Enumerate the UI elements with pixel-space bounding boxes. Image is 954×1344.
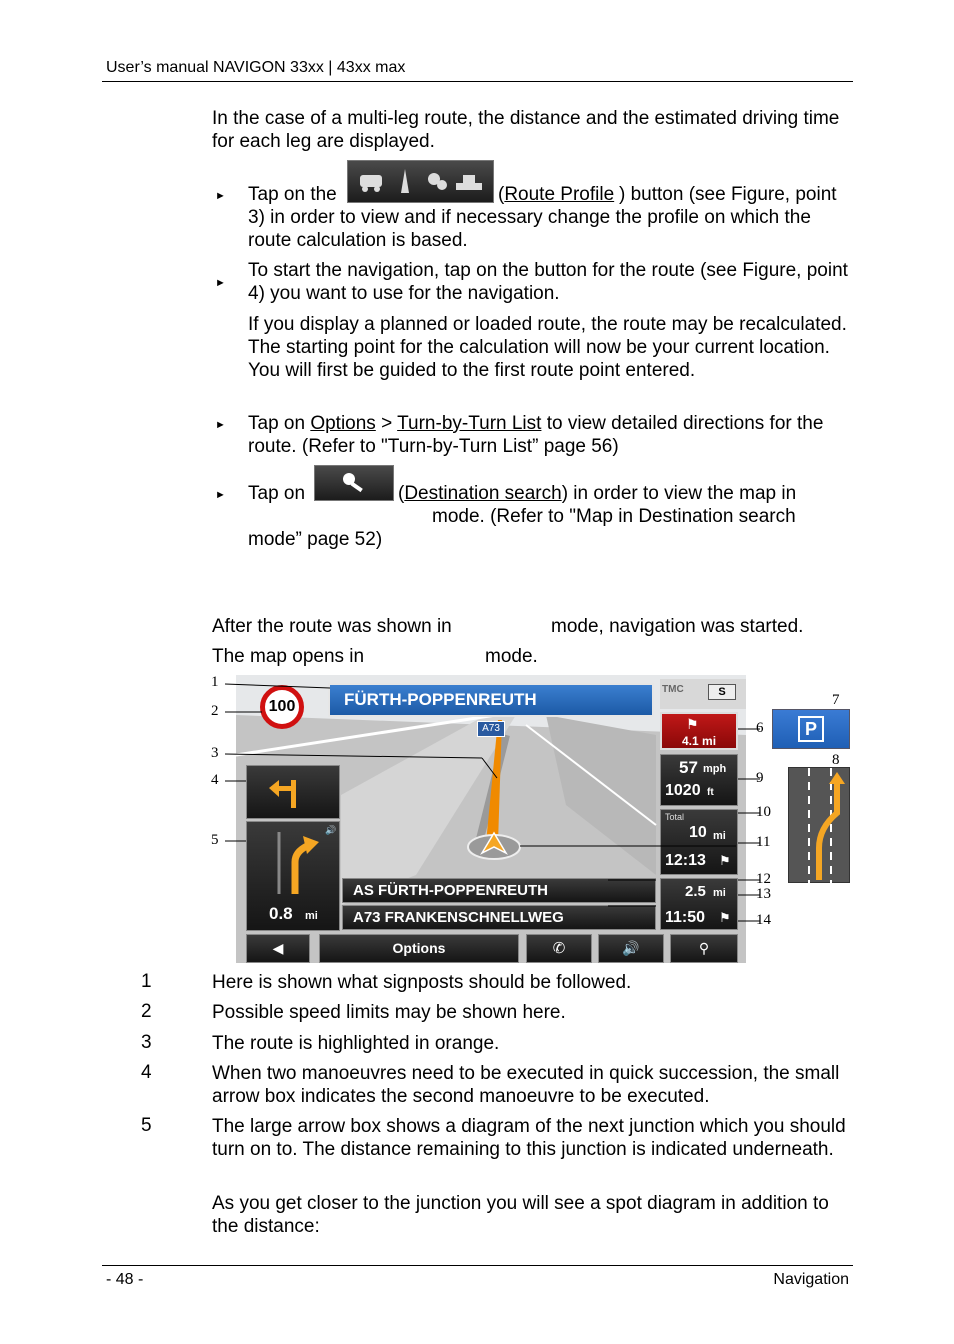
- bullet2-note: If you display a planned or loaded route, the route may be recalculated. The starting point for the calculation will now be your current location. You will first be guided to the first route point entered.: [248, 314, 847, 381]
- road-shield: A73: [477, 721, 505, 737]
- bullet3-prefix: Tap on: [248, 413, 306, 434]
- leg-distance: 2.5: [685, 883, 706, 900]
- legend-note: As you get closer to the junction you will see a spot diagram in addition to the distance:: [212, 1193, 829, 1237]
- total-eta: 12:13: [665, 852, 706, 869]
- parking-icon: P: [798, 716, 824, 742]
- callout-14: 14: [756, 912, 771, 928]
- callout-9: 9: [756, 770, 764, 786]
- speaker-icon: 🔊: [622, 940, 640, 956]
- after-route-suffix: mode, navigation was started.: [551, 616, 804, 637]
- bullet4-line3: mode” page 52): [248, 529, 383, 550]
- callout-8: 8: [832, 752, 840, 768]
- total-label: Total: [665, 812, 685, 822]
- signpost-text: FÜRTH-POPPENREUTH: [344, 690, 537, 709]
- footer-rule: [102, 1265, 853, 1266]
- callout-7: 7: [832, 692, 840, 708]
- speed-value: 57: [679, 758, 698, 777]
- bullet-marker: ►: [215, 419, 226, 431]
- bullet-marker: ►: [215, 190, 226, 202]
- tmc-indicator: TMC: [662, 684, 684, 695]
- legend-text: The route is highlighted in orange.: [212, 1033, 500, 1054]
- legend-text: The large arrow box shows a diagram of the next junction which you should turn on to. The distance remaining to this junction is indicated underneath.: [212, 1116, 846, 1160]
- callout-5: 5: [211, 832, 219, 848]
- traffic-distance: 4.1 mi: [682, 734, 717, 748]
- bullet4-suffix: ) in order to view the map in: [561, 483, 797, 504]
- intro-paragraph: In the case of a multi-leg route, the distance and the estimated driving time for each leg are displayed.: [212, 108, 840, 152]
- bullet1-prefix: Tap on the: [248, 184, 337, 205]
- callout-3: 3: [211, 745, 219, 761]
- destination-search-link[interactable]: Destination search: [404, 483, 562, 504]
- legend-text: When two manoeuvres need to be executed in quick succession, the small arrow box indicates the second manoeuvre to be executed.: [212, 1063, 840, 1107]
- legend-text: Possible speed limits may be shown here.: [212, 1002, 566, 1023]
- after-route-prefix: After the route was shown in: [212, 616, 452, 637]
- flag-icon: ⚑: [719, 910, 731, 925]
- callout-12: 12: [756, 871, 771, 887]
- traffic-icon: ⚑: [686, 716, 699, 732]
- bullet-marker: ►: [215, 489, 226, 501]
- junction-unit: mi: [305, 910, 318, 922]
- legend-number: 4: [141, 1062, 152, 1083]
- back-arrow-icon: ◀: [272, 940, 284, 956]
- callout-11: 11: [756, 834, 771, 850]
- magnifier-icon: ⚲: [698, 940, 710, 956]
- junction-distance: 0.8: [269, 904, 293, 923]
- callout-4: 4: [211, 772, 219, 788]
- bullet-marker: ►: [215, 277, 226, 289]
- speaker-icon: 🔊: [325, 825, 337, 835]
- s-button[interactable]: S: [708, 684, 736, 700]
- next-street-name: AS FÜRTH-POPPENREUTH: [353, 882, 549, 899]
- legend-text: Here is shown what signposts should be followed.: [212, 972, 632, 993]
- callout-10: 10: [756, 804, 771, 820]
- section-name: Navigation: [773, 1271, 849, 1288]
- leg-eta: 11:50: [665, 909, 706, 926]
- total-unit: mi: [713, 830, 726, 842]
- options-label: Options: [392, 940, 446, 956]
- bullet2-text: To start the navigation, tap on the button for the route (see Figure, point 4) you want to use for the navigation.: [248, 260, 848, 304]
- altitude-unit: ft: [707, 787, 714, 798]
- callout-6: 6: [756, 720, 764, 736]
- bullet1-link-line: (Route Profile: [498, 184, 615, 205]
- callout-2: 2: [211, 703, 219, 719]
- total-distance: 10: [689, 824, 707, 841]
- legend-number: 3: [141, 1032, 152, 1053]
- bullet3-separator: >: [381, 413, 393, 434]
- legend-number: 2: [141, 1001, 152, 1022]
- options-link[interactable]: Options: [310, 413, 376, 434]
- map-opens-suffix: mode.: [485, 646, 538, 667]
- flag-icon: ⚑: [719, 853, 731, 868]
- page-number: - 48 -: [106, 1271, 144, 1288]
- bullet4-line2: mode. (Refer to "Map in Destination search: [432, 506, 796, 527]
- running-header: User’s manual NAVIGON 33xx | 43xx max: [106, 59, 406, 76]
- bullet4-text: (Destination search) in order to view the map in: [398, 483, 797, 504]
- phone-icon: ✆: [552, 940, 566, 957]
- callout-13: 13: [756, 886, 771, 902]
- route-profile-link[interactable]: Route Profile: [504, 184, 615, 205]
- bullet4-prefix: Tap on: [248, 483, 306, 504]
- speed-limit-value: 100: [268, 698, 296, 715]
- map-opens-prefix: The map opens in: [212, 646, 365, 667]
- bullet3-suffix: to view detailed directions for the route. (Refer to "Turn-by-Turn List” page 56): [248, 413, 824, 457]
- leg-unit: mi: [713, 887, 726, 899]
- turn-by-turn-list-link[interactable]: Turn-by-Turn List: [397, 413, 542, 434]
- altitude-value: 1020: [665, 782, 701, 799]
- legend-number: 1: [141, 971, 152, 992]
- current-street-name: A73 FRANKENSCHNELLWEG: [353, 909, 564, 926]
- speed-unit: mph: [703, 763, 727, 775]
- legend-number: 5: [141, 1115, 152, 1136]
- callout-1: 1: [211, 674, 219, 690]
- bullet1-text: ) button (see Figure, point 3) in order to view and if necessary change the profile on which the route calculation is based.: [248, 184, 837, 251]
